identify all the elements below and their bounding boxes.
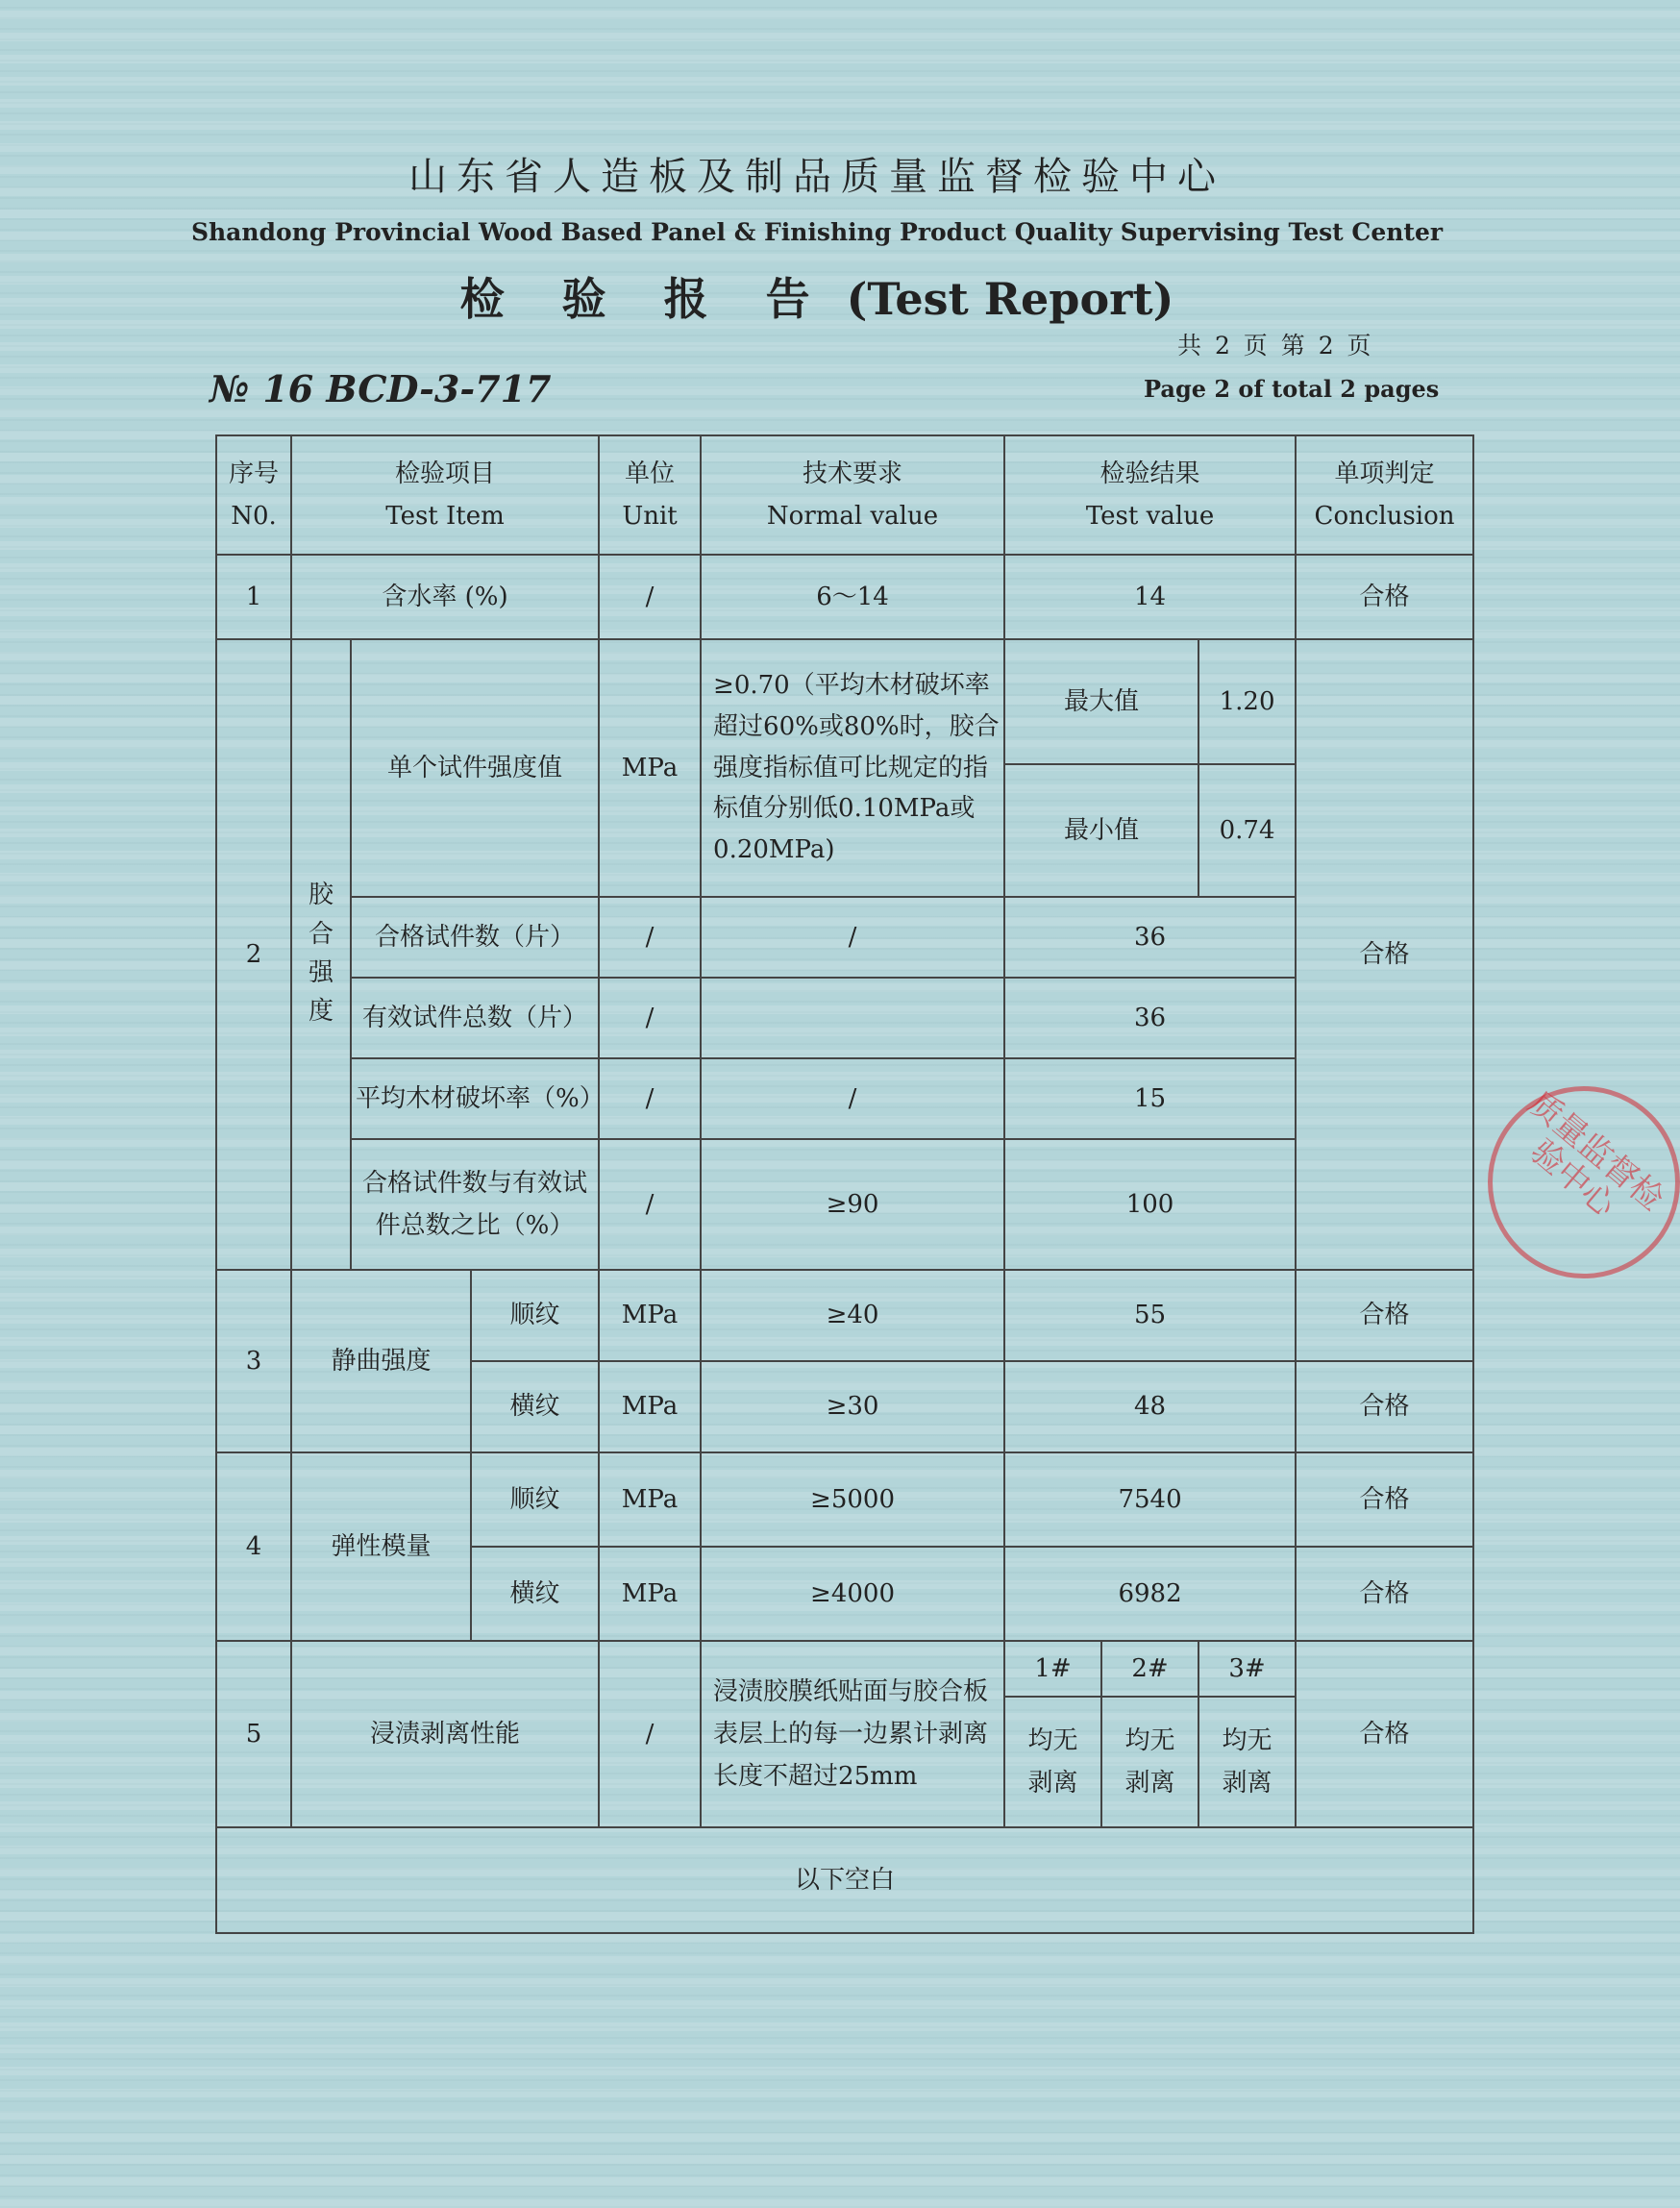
table-row-2-single-max <box>216 639 1473 764</box>
table-row-3a <box>216 1270 1473 1361</box>
row2-total-result: 36 <box>1004 978 1296 1058</box>
row4b-item: 横纹 <box>471 1547 599 1641</box>
number-symbol: № <box>210 367 250 410</box>
official-seal <box>1488 1083 1680 1278</box>
row4a-result: 7540 <box>1004 1452 1296 1547</box>
table-row-5-head <box>216 1641 1473 1697</box>
row2-qualified-unit: / <box>599 897 701 978</box>
row4-group: 弹性模量 <box>291 1452 471 1641</box>
row2-failure-item: 平均木材破坏率（%） <box>351 1058 599 1139</box>
row2-total-item: 有效试件总数（片） <box>351 978 599 1058</box>
table-row-2-failure <box>216 1058 1473 1139</box>
center-name-cn: 山东省人造板及制品质量监督检验中心 <box>408 155 1225 199</box>
row3b-result: 48 <box>1004 1361 1296 1452</box>
row5-sample1-label: 1# <box>1004 1641 1101 1697</box>
row2-ratio-requirement: ≥90 <box>701 1139 1004 1270</box>
row2-no: 2 <box>216 639 291 1270</box>
seal-text: 质量监督检验中心 <box>1520 1083 1671 1226</box>
row5-no: 5 <box>216 1641 291 1827</box>
table-row-2-qualified <box>216 897 1473 978</box>
row4b-unit: MPa <box>599 1547 701 1641</box>
row1-unit: / <box>599 555 701 639</box>
row2-total-requirement <box>701 978 1004 1058</box>
page-info-en: Page 2 of total 2 pages <box>1144 375 1440 403</box>
row2-failure-result: 15 <box>1004 1058 1296 1139</box>
row4-no: 4 <box>216 1452 291 1641</box>
report-title-en: (Test Report) <box>846 273 1174 325</box>
page-info-cn: 共 2 页 第 2 页 <box>1177 332 1374 360</box>
row5-sample3-label: 3# <box>1198 1641 1296 1697</box>
row2-single-unit: MPa <box>599 639 701 897</box>
row4b-conclusion: 合格 <box>1296 1547 1473 1641</box>
row2-conclusion: 合格 <box>1296 639 1473 1270</box>
row4b-result: 6982 <box>1004 1547 1296 1641</box>
row2-max-label: 最大值 <box>1004 639 1198 764</box>
table-row-blank <box>216 1827 1473 1933</box>
report-title-cn: 检 验 报 告 <box>459 273 831 325</box>
row2-ratio-unit: / <box>599 1139 701 1270</box>
table-row-2-ratio <box>216 1139 1473 1270</box>
row2-ratio-result: 100 <box>1004 1139 1296 1270</box>
row3b-unit: MPa <box>599 1361 701 1452</box>
row4a-unit: MPa <box>599 1452 701 1547</box>
row1-result: 14 <box>1004 555 1296 639</box>
header-no-cn: 序号 <box>228 459 279 488</box>
row4a-conclusion: 合格 <box>1296 1452 1473 1547</box>
row4a-requirement: ≥5000 <box>701 1452 1004 1547</box>
row4b-requirement: ≥4000 <box>701 1547 1004 1641</box>
row1-conclusion: 合格 <box>1296 555 1473 639</box>
header-item-cn: 检验项目 <box>395 459 496 488</box>
header-requirement <box>701 435 1004 555</box>
report-number <box>210 367 551 410</box>
row5-conclusion: 合格 <box>1296 1641 1473 1827</box>
row2-group <box>291 639 351 1270</box>
table-row-1 <box>216 555 1473 639</box>
row2-qualified-requirement: / <box>701 897 1004 978</box>
row2-single-requirement: ≥0.70（平均木材破坏率超过60%或80%时，胶合强度指标值可比规定的指标值分别低0.10MPa或0.20MPa) <box>701 639 1004 897</box>
row3-group: 静曲强度 <box>291 1270 471 1452</box>
row2-qualified-item: 合格试件数（片） <box>351 897 599 978</box>
row2-min-value: 0.74 <box>1198 764 1296 897</box>
row5-sample3-value: 均无剥离 <box>1198 1697 1296 1827</box>
table-header-row <box>216 435 1473 555</box>
header-result-cn: 检验结果 <box>1099 459 1200 488</box>
header-req-en: Normal value <box>766 502 939 531</box>
header-req-cn: 技术要求 <box>803 459 903 488</box>
row3a-requirement: ≥40 <box>701 1270 1004 1361</box>
row2-qualified-result: 36 <box>1004 897 1296 978</box>
row3b-conclusion: 合格 <box>1296 1361 1473 1452</box>
row2-min-label: 最小值 <box>1004 764 1198 897</box>
header-unit-en: Unit <box>622 502 678 531</box>
row2-group-label: 胶合强度 <box>308 881 334 1027</box>
row3a-conclusion: 合格 <box>1296 1270 1473 1361</box>
row4a-item: 顺纹 <box>471 1452 599 1547</box>
row2-single-item: 单个试件强度值 <box>351 639 599 897</box>
row3b-item: 横纹 <box>471 1361 599 1452</box>
header-unit-cn: 单位 <box>625 459 676 488</box>
row3a-result: 55 <box>1004 1270 1296 1361</box>
row3b-requirement: ≥30 <box>701 1361 1004 1452</box>
row2-failure-unit: / <box>599 1058 701 1139</box>
test-results-table <box>215 434 1474 1934</box>
row1-no: 1 <box>216 555 291 639</box>
row3-no: 3 <box>216 1270 291 1452</box>
table-row-4a <box>216 1452 1473 1547</box>
row5-unit: / <box>599 1641 701 1827</box>
center-name-en: Shandong Provincial Wood Based Panel & Finishing Product Quality Supervising Test Center <box>190 218 1444 246</box>
header-result <box>1004 435 1296 555</box>
row2-ratio-item: 合格试件数与有效试件总数之比（%） <box>351 1139 599 1270</box>
row1-requirement: 6～14 <box>701 555 1004 639</box>
header-no <box>216 435 291 555</box>
row5-requirement: 浸渍胶膜纸贴面与胶合板表层上的每一边累计剥离长度不超过25mm <box>701 1641 1004 1827</box>
blank-below-note: 以下空白 <box>216 1827 1473 1933</box>
row5-sample2-value: 均无剥离 <box>1101 1697 1198 1827</box>
header-item <box>291 435 599 555</box>
table-row-2-total <box>216 978 1473 1058</box>
report-number-value: 16 BCD-3-717 <box>262 367 552 410</box>
row5-item: 浸渍剥离性能 <box>291 1641 599 1827</box>
row5-sample1-value: 均无剥离 <box>1004 1697 1101 1827</box>
header-conclusion <box>1296 435 1473 555</box>
row2-failure-requirement: / <box>701 1058 1004 1139</box>
row1-item: 含水率 (%) <box>291 555 599 639</box>
row3a-unit: MPa <box>599 1270 701 1361</box>
header-item-en: Test Item <box>385 502 505 531</box>
row2-max-value: 1.20 <box>1198 639 1296 764</box>
report-title <box>0 264 1634 328</box>
row5-sample2-label: 2# <box>1101 1641 1198 1697</box>
row3a-item: 顺纹 <box>471 1270 599 1361</box>
header-no-en: N0. <box>231 502 277 531</box>
header-concl-en: Conclusion <box>1314 502 1455 531</box>
header-result-en: Test value <box>1085 502 1215 531</box>
row2-total-unit: / <box>599 978 701 1058</box>
header-concl-cn: 单项判定 <box>1334 459 1435 488</box>
header-unit <box>599 435 701 555</box>
